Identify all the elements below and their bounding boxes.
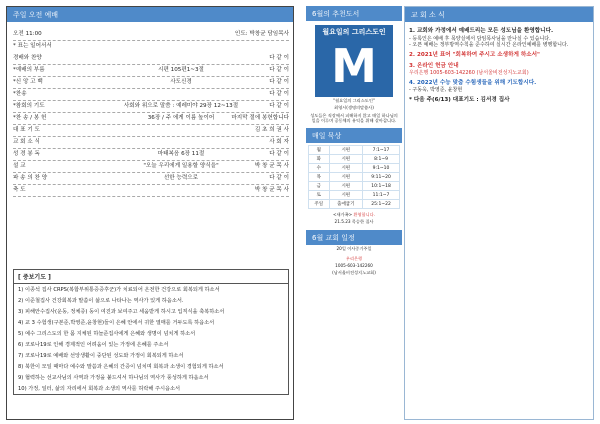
row-label: 오전 11:00 (13, 31, 42, 37)
row-mid: 36장 / 주 에게 이름 높이어 (147, 115, 215, 121)
book-author: 최영시(생명의말씀사) (334, 105, 374, 111)
row-label: *신 앙 고 백 (13, 79, 43, 85)
prayer-item: 2) 이준철집사 건강회복과 말씀이 삶으로 나타나는 역사가 있게 하옵소서. (18, 298, 184, 304)
prayer-item: 3) 피해안수집사(운동, 정체증) 동이 여진과 보여주고 세움받게 하시고 입직식을 축복하소서 (18, 309, 225, 315)
row-right: 다 같 이 (269, 55, 289, 61)
row-right: 다 같 이 (269, 151, 289, 157)
worship-header: 주일 오전 예배 (7, 7, 293, 22)
newcomer-info: 21.5.23 목승한 집사 (334, 219, 374, 225)
attendance-header: 6월 교회 일정 (306, 230, 402, 245)
row-right: 마지막 절에 봉헌합니다 (231, 115, 289, 121)
row-mid: 시편 105편1~3절 (158, 67, 204, 73)
row-label: 설 교 (13, 163, 26, 169)
row-mid: 사도신경 (170, 79, 192, 85)
prayer-item: 5) 예수 그리스도의 한 몸 지체된 하늘준집사에게 은혜와 생명이 넘치게 하소서 (18, 331, 196, 337)
news-item: 1. 교회와 가정에서 예배드리는 모든 성도님을 환영합니다. (409, 28, 554, 34)
table-row: 월 시편 7:1~17 (309, 146, 400, 155)
book-cover-title: 월요일의 그리스도인 (322, 28, 386, 36)
row-mid: "오늘 우리에게 일용할 양식을" (143, 163, 219, 169)
book-cover-mark: M (331, 39, 377, 93)
account-title: 우리은행 (345, 255, 363, 261)
row-label: 축 도 (13, 187, 26, 193)
account-owner: (남서울비전성지노교회) (332, 270, 376, 276)
service-order (13, 29, 289, 197)
prayer-item: 8) 북한이 모일 때마다 예수와 말씀과 은혜의 간증이 넘치며 회복과 소생이 경험되게 하소서 (18, 364, 224, 370)
row-right: 다 같 이 (269, 103, 289, 109)
schedule-table (308, 145, 400, 209)
prayer-item: 10) 가정, 일터, 삶의 자리에서 회복과 소생의 역사를 허락해 주시옵소서 (18, 386, 181, 392)
row-right: 인도: 박창균 담임목사 (234, 31, 289, 37)
prayer-item: 6) 코로나19로 인해 경제적인 어려움이 있는 가정에 은혜를 주소서 (18, 342, 169, 348)
row-right: 다 같 이 (269, 67, 289, 73)
table-row: 목 시편 9:11~20 (309, 173, 400, 182)
row-right: 다 같 이 (269, 79, 289, 85)
row-label: 성 경 봉 독 (13, 151, 40, 157)
book-desc: 성도들은 직장에서 피해하지 않고 매일 하나님의 일을 이루며 공동체의 유익을 위해 살아갑니다. (310, 112, 398, 123)
row-label: 교 회 소 식 (13, 139, 40, 145)
news-item: * 다음 주(6/13) 대표기도 : 김서경 집사 (409, 97, 510, 104)
right-column (404, 6, 594, 420)
row-right: 박 창 균 목 사 (254, 163, 289, 169)
row-label: *찬 송 / 봉 헌 (13, 115, 47, 121)
news-item: - 오픈 예배는 정부방역수칙을 준수하여 실시간 온라인예배를 병행합니다. (409, 42, 569, 49)
schedule-header: 매일 묵상 (306, 128, 402, 143)
row-label: * 표는 일어서서 (13, 43, 52, 49)
attendance-row: 20일 이사중기주일 (336, 245, 372, 251)
row-right: 사 회 자 (269, 139, 289, 145)
middle-column (306, 6, 402, 420)
row-mid: 사회와 위으로 말씀 : 예레미야 29장 12~13절 (123, 103, 239, 109)
table-row: 화 시편 8:1~9 (309, 155, 400, 164)
row-right: 박 창 균 목 사 (254, 187, 289, 193)
table-row: 금 시편 10:1~18 (309, 182, 400, 191)
news-item: 4. 2022년 수능 맞춤 수험생들을 위해 기도합시다. (409, 79, 537, 86)
news-box (405, 22, 593, 108)
row-mid: 마태복음 6장 11절 (157, 151, 205, 157)
row-label: 파 송 의 찬 양 (13, 175, 48, 181)
row-label: 경배와 찬양 (13, 55, 42, 61)
news-item: 3. 온라인 헌금 안내 (409, 62, 459, 69)
news-item: 2. 2021년 표어 "회복하여 주시고 소생하게 하소서" (409, 52, 540, 59)
row-right: 다 같 이 (269, 175, 289, 181)
prayer-box (13, 269, 289, 395)
table-row: 수 시편 9:1~10 (309, 164, 400, 173)
row-label: *참회의 기도 (13, 103, 45, 109)
row-mid: 선한 능력으로 (163, 175, 199, 181)
table-row: 주일 출애굽기 25:1~22 (309, 200, 400, 209)
account-number: 1005-603-142260 (335, 263, 373, 268)
news-item: - 등록인은 예배 후 목양실에서 담임목사님을 만나실 수 있습니다. (409, 35, 551, 42)
prayer-title: [ 중보기도 ] (14, 270, 288, 284)
row-label: 대 표 기 도 (13, 127, 40, 133)
left-column (6, 6, 294, 420)
news-header: 교 회 소 식 (405, 7, 593, 22)
prayer-item: 7) 코로나19로 예배와 선앙생활이 중단된 성도와 가정이 회복되게 하소서 (18, 353, 184, 359)
book-cover (315, 25, 393, 97)
book-header: 6월의 추천도서 (306, 6, 402, 21)
newcomer-welcome: <새가족> 환영합니다. (332, 212, 376, 217)
prayer-item: 4) 교 3 수험생(구본준,박영준,윤창현)들이 은혜 안에서 귀한 열매를 거두도록 하옵소서 (18, 320, 215, 326)
row-right: 김 초 희 권 사 (254, 127, 289, 133)
prayer-item: 9) 협력하는 선교사님의 사역과 가정을 붙드셔서 하나님의 역사가 풍성하게 하옵소서 (18, 375, 209, 381)
table-row: 토 시편 11:1~7 (309, 191, 400, 200)
row-label: *찬송 (13, 91, 27, 97)
prayer-item: 1) 이종석 집사 CRPS(복합부위통증증후군)가 치료되어 온전한 건강으로 회복되게 하소서 (18, 287, 220, 293)
row-label: *예배의 부름 (13, 67, 45, 73)
news-item: - 구동욱, 박영준, 윤창현 (409, 87, 463, 94)
news-item: 우리은행 1005-603-142260 (남서울비전성지노교회) (409, 70, 529, 77)
book-title: "월요일의 그리스도인" (333, 98, 375, 103)
row-right: 다 같 이 (269, 91, 289, 97)
